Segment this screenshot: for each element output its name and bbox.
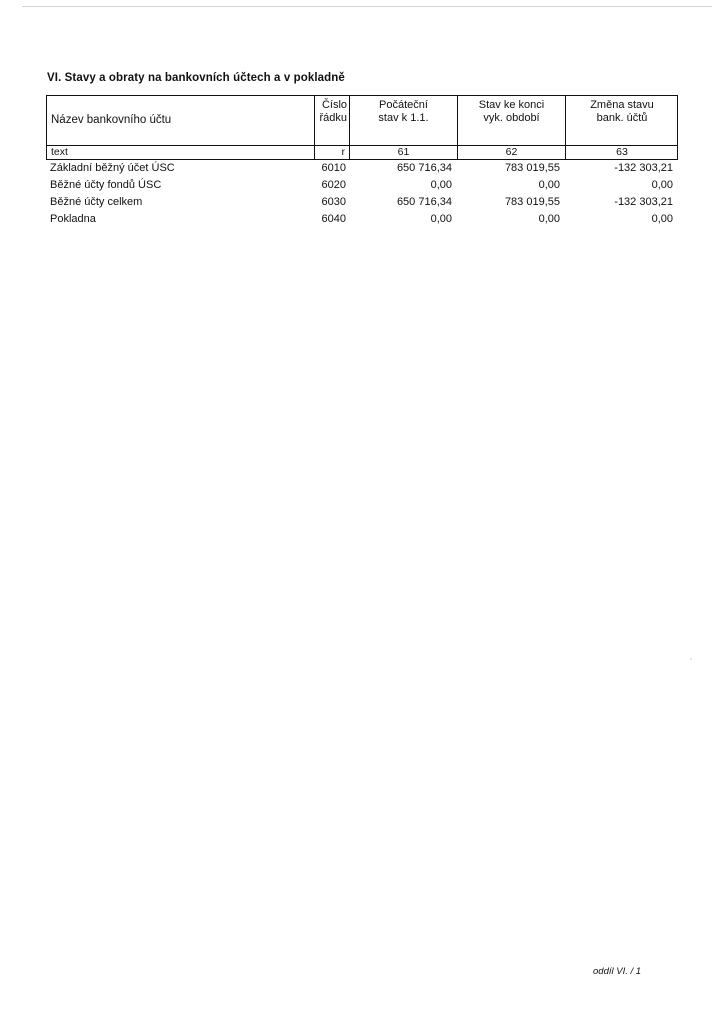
header-balance-change (565, 96, 678, 145)
row-number: 6010 (321, 162, 346, 174)
row-opening-balance: 650 716,34 (396, 162, 452, 174)
header-account-name: Název bankovního účtu (51, 114, 172, 127)
row-closing-balance: 783 019,55 (504, 196, 560, 208)
table-row (46, 194, 678, 211)
header-balance-change-line1: Změna stavu (590, 99, 654, 111)
header-opening-balance (349, 96, 457, 145)
header-opening-balance-line2: stav k 1.1. (378, 111, 429, 124)
header-row-number (314, 96, 349, 145)
bank-accounts-table (46, 95, 678, 228)
row-closing-balance: 0,00 (538, 179, 560, 191)
header-row-number-line1: Číslo (321, 99, 347, 111)
table-body (46, 160, 678, 228)
scan-speck (690, 658, 692, 660)
code-opening-balance: 61 (349, 146, 457, 159)
table-row (46, 177, 678, 194)
header-row-number-line2: řádku (319, 111, 347, 124)
code-row-number: r (314, 146, 349, 159)
row-account-name: Pokladna (50, 213, 96, 225)
header-balance-change-line2: bank. účtů (596, 111, 648, 124)
table-header-row (46, 95, 678, 145)
table-row (46, 211, 678, 228)
row-opening-balance: 0,00 (430, 213, 452, 225)
header-closing-balance-line1: Stav ke konci (478, 99, 545, 111)
page-top-border (22, 6, 712, 7)
code-closing-balance: 62 (457, 146, 565, 159)
row-balance-change: -132 303,21 (614, 162, 673, 174)
page-footer: oddíl VI. / 1 (593, 966, 642, 977)
row-opening-balance: 0,00 (430, 179, 452, 191)
row-account-name: Běžné účty celkem (50, 196, 143, 208)
row-closing-balance: 783 019,55 (504, 162, 560, 174)
code-account-name: text (51, 146, 68, 158)
row-number: 6040 (321, 213, 346, 225)
row-balance-change: -132 303,21 (614, 196, 673, 208)
row-number: 6020 (321, 179, 346, 191)
header-closing-balance-line2: vyk. období (483, 111, 540, 124)
code-balance-change: 63 (565, 146, 678, 159)
header-closing-balance (457, 96, 565, 145)
row-balance-change: 0,00 (651, 213, 673, 225)
header-opening-balance-line1: Počáteční (379, 99, 428, 111)
row-closing-balance: 0,00 (538, 213, 560, 225)
row-account-name: Základní běžný účet ÚSC (50, 162, 175, 174)
row-opening-balance: 650 716,34 (396, 196, 452, 208)
table-code-row (46, 145, 678, 160)
section-title: VI. Stavy a obraty na bankovních účtech a v pokladně (47, 72, 345, 84)
row-number: 6030 (321, 196, 346, 208)
row-account-name: Běžné účty fondů ÚSC (50, 179, 162, 191)
row-balance-change: 0,00 (651, 179, 673, 191)
table-row (46, 160, 678, 177)
